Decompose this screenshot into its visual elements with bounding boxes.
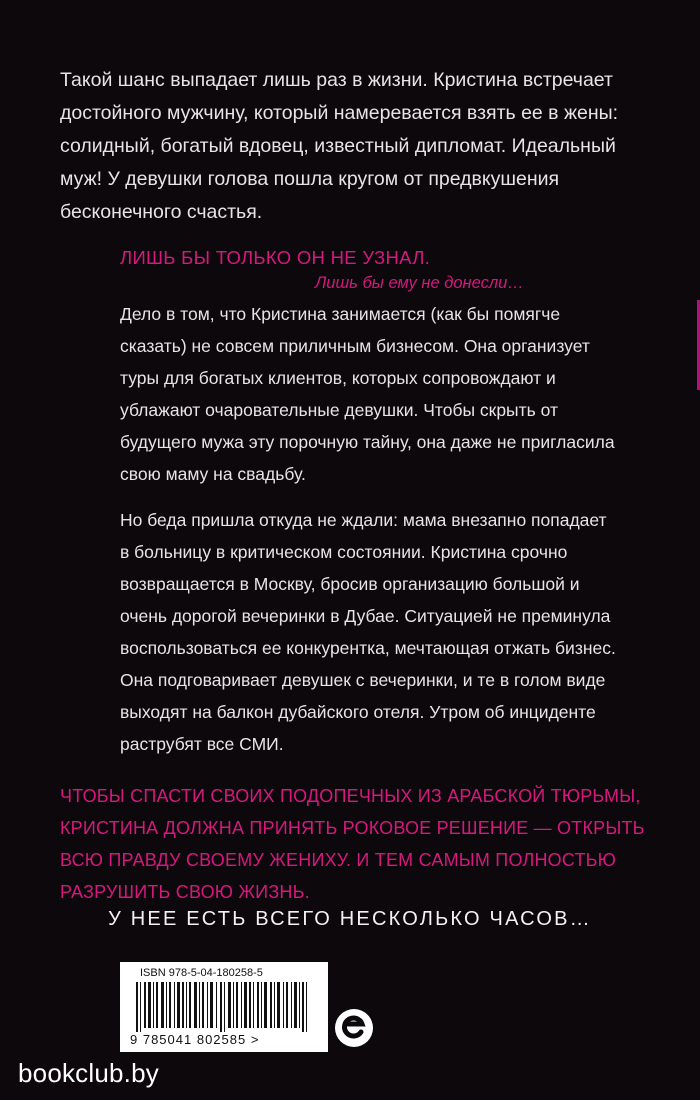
synopsis-body	[120, 298, 620, 774]
barcode-label	[120, 962, 328, 1052]
tagline-italic: Лишь бы ему не донесли…	[315, 274, 524, 292]
synopsis-paragraph: Но беда пришла откуда не ждали: мама внезапно попадает в больницу в критическом состоянии. Кристина срочно возвращается в Москву, бросив организацию большой и очень дорогой вечеринки в Дубае. Ситуацией не преминула воспользоваться ее конкурентка, мечтающая отжать бизнес. Она подговаривает девушек с вечеринки, и те в голом виде выходят на балкон дубайского отеля. Утром об инциденте раструбят все СМИ.	[120, 510, 616, 754]
eksmo-logo-icon	[334, 1008, 374, 1048]
synopsis-paragraph: Дело в том, что Кристина занимается (как бы помягче сказать) не совсем приличным бизнесом. Она организует туры для богатых клиентов, которых сопровождают и ублажают очаровательные девушки. Чтобы скрыть от будущего мужа эту порочную тайну, она даже не пригласила свою маму на свадьбу.	[120, 304, 615, 484]
intro-paragraph: Такой шанс выпадает лишь раз в жизни. Кристина встречает достойного мужчину, который намеревается взять ее в жены: солидный, богатый вдовец, известный дипломат. Идеальный муж! У девушки голова пошла кругом от предвкушения бесконечного счастья.	[60, 69, 619, 223]
site-watermark: bookclub.by	[18, 1058, 159, 1088]
barcode-bars	[136, 982, 314, 1032]
closing-line: У НЕЕ ЕСТЬ ВСЕГО НЕСКОЛЬКО ЧАСОВ…	[108, 908, 592, 930]
isbn-number: ISBN 978-5-04-180258-5	[140, 967, 263, 979]
climax-text: ЧТОБЫ СПАСТИ СВОИХ ПОДОПЕЧНЫХ ИЗ АРАБСКОЙ ТЮРЬМЫ, КРИСТИНА ДОЛЖНА ПРИНЯТЬ РОКОВОЕ РЕШЕНИЕ — ОТКРЫТЬ ВСЮ ПРАВДУ СВОЕМУ ЖЕНИХУ. И ТЕМ САМЫМ ПОЛНОСТЬЮ РАЗРУШИТЬ СВОЮ ЖИЗНЬ.	[60, 786, 645, 902]
barcode-digits: 9 785041 802585 >	[130, 1032, 260, 1047]
tagline-uppercase: ЛИШЬ БЫ ТОЛЬКО ОН НЕ УЗНАЛ.	[120, 247, 431, 268]
